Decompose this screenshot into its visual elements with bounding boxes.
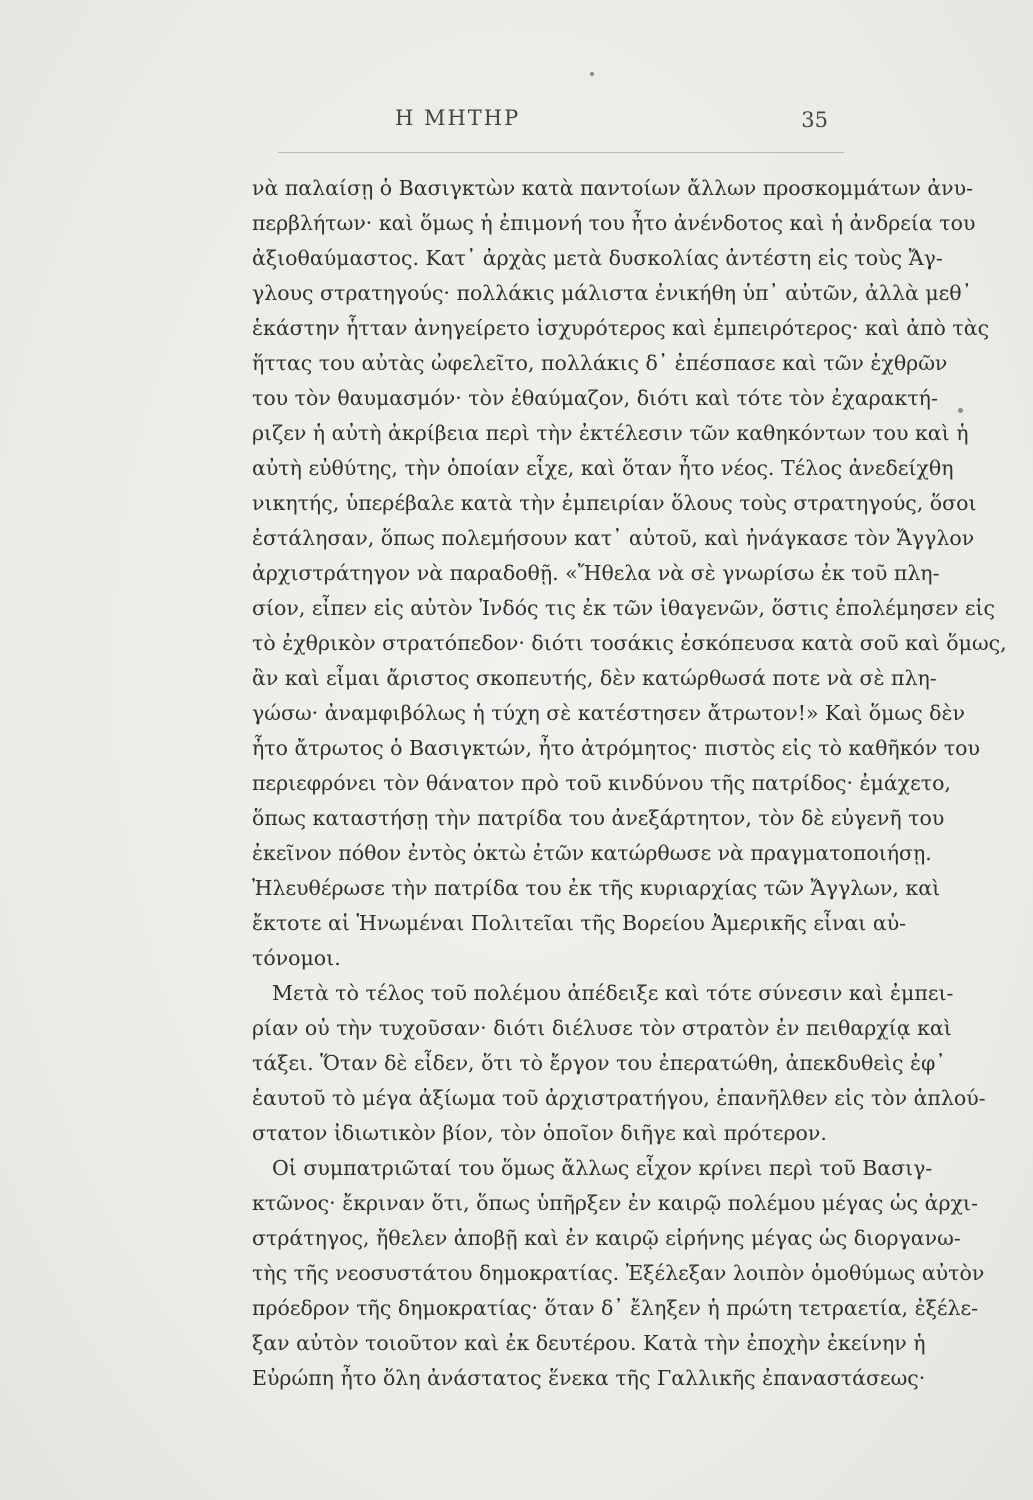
text-line: ἦτο ἄτρωτος ὁ Βασιγκτών, ἦτο ἀτρόμητος· πιστὸς εἰς τὸ καθῆκόν του <box>252 736 980 760</box>
text-line: ἀξιοθαύμαστος. Κατ᾽ ἀρχὰς μετὰ δυσκολίας ἀντέστη εἰς τοὺς Ἄγ- <box>252 246 943 270</box>
ink-speck <box>590 72 594 76</box>
text-line: πρόεδρον τῆς δημοκρατίας· ὅταν δ᾽ ἔληξεν ἡ πρώτη τετραετία, ἐξέλε- <box>252 1296 979 1320</box>
text-line: ἐστάλησαν, ὅπως πολεμήσουν κατ᾽ αὐτοῦ, καὶ ἠνάγκασε τὸν Ἄγγλον <box>252 526 975 550</box>
text-line: τὸ ἐχθρικὸν στρατόπεδον· διότι τοσάκις ἐσκόπευσα κατὰ σοῦ καὶ ὅμως, <box>252 631 1007 655</box>
text-line: νικητής, ὑπερέβαλε κατὰ τὴν ἐμπειρίαν ὅλους τοὺς στρατηγούς, ὅσοι <box>252 491 977 515</box>
text-line: ἥττας του αὐτὰς ὠφελεῖτο, πολλάκις δ᾽ ἐπέσπασε καὶ τῶν ἐχθρῶν <box>252 351 948 375</box>
body-text <box>252 171 1007 1396</box>
text-line: περβλήτων· καὶ ὅμως ἡ ἐπιμονή του ἦτο ἀνένδοτος καὶ ἡ ἀνδρεία του <box>252 211 976 235</box>
text-line: τόνομοι. <box>252 946 341 970</box>
text-line: τάξει. Ὅταν δὲ εἶδεν, ὅτι τὸ ἔργον του ἐπερατώθη, ἀπεκδυθεὶς ἐφ᾽ <box>252 1051 946 1075</box>
text-line: Μετὰ τὸ τέλος τοῦ πολέμου ἀπέδειξε καὶ τότε σύνεσιν καὶ ἐμπει- <box>272 981 954 1005</box>
text-line: ξαν αὐτὸν τοιοῦτον καὶ ἐκ δευτέρου. Κατὰ τὴν ἐποχὴν ἐκείνην ἡ <box>252 1331 926 1355</box>
text-line: κτῶνος· ἔκριναν ὅτι, ὅπως ὑπῆρξεν ἐν καιρῷ πολέμου μέγας ὡς ἀρχι- <box>252 1191 978 1215</box>
ink-speck <box>958 408 963 413</box>
text-line: ἂν καὶ εἶμαι ἄριστος σκοπευτής, δὲν κατώρθωσά ποτε νὰ σὲ πλη- <box>252 666 937 690</box>
text-line: στράτηγος, ἤθελεν ἀποβῇ καὶ ἐν καιρῷ εἰρήνης μέγας ὡς διοργανω- <box>252 1226 961 1250</box>
text-line: αὐτὴ εὐθύτης, τὴν ὁποίαν εἶχε, καὶ ὅταν ἦτο νέος. Τέλος ἀνεδείχθη <box>252 456 954 480</box>
text-line: Ἠλευθέρωσε τὴν πατρίδα του ἐκ τῆς κυριαρχίας τῶν Ἄγγλων, καὶ <box>252 876 941 900</box>
text-line: σίον, εἶπεν εἰς αὐτὸν Ἰνδός τις ἐκ τῶν ἰθαγενῶν, ὅστις ἐπολέμησεν εἰς <box>252 596 996 620</box>
page-header <box>258 104 848 140</box>
text-line: ριζεν ἡ αὐτὴ ἀκρίβεια περὶ τὴν ἐκτέλεσιν τῶν καθηκόντων του καὶ ἡ <box>252 421 969 445</box>
text-line: ἔκτοτε αἱ Ἡνωμέναι Πολιτεῖαι τῆς Βορείου Ἀμερικῆς εἶναι αὐ- <box>252 911 907 935</box>
text-line: του τὸν θαυμασμόν· τὸν ἐθαύμαζον, διότι καὶ τότε τὸν ἐχαρακτή- <box>252 386 938 410</box>
text-line: ἑκάστην ἧτταν ἀνηγείρετο ἰσχυρότερος καὶ ἐμπειρότερος· καὶ ἀπὸ τὰς <box>252 316 990 340</box>
header-rule <box>278 152 844 153</box>
text-line: Οἱ συμπατριῶταί του ὅμως ἄλλως εἶχον κρίνει περὶ τοῦ Βασιγ- <box>272 1156 933 1180</box>
text-line: Εὐρώπη ἦτο ὅλη ἀνάστατος ἕνεκα τῆς Γαλλικῆς ἐπαναστάσεως· <box>252 1366 926 1390</box>
text-line: τὴς τῆς νεοσυστάτου δημοκρατίας. Ἐξέλεξαν λοιπὸν ὁμοθύμως αὐτὸν <box>252 1261 985 1285</box>
page-number: 35 <box>801 108 828 132</box>
text-line: περιεφρόνει τὸν θάνατον πρὸ τοῦ κινδύνου τῆς πατρίδος· ἐμάχετο, <box>252 771 951 795</box>
text-line: ἀρχιστράτηγον νὰ παραδοθῇ. «Ἤθελα νὰ σὲ γνωρίσω ἐκ τοῦ πλη- <box>252 561 940 585</box>
text-line: ὅπως καταστήσῃ τὴν πατρίδα του ἀνεξάρτητον, τὸν δὲ εὐγενῆ του <box>252 806 945 830</box>
text-line: νὰ παλαίσῃ ὁ Βασιγκτὼν κατὰ παντοίων ἄλλων προσκομμάτων ἀνυ- <box>252 176 974 200</box>
text-line: ρίαν οὐ τὴν τυχοῦσαν· διότι διέλυσε τὸν στρατὸν ἐν πειθαρχίᾳ καὶ <box>252 1016 952 1040</box>
running-title: Η ΜΗΤΗΡ <box>395 106 521 130</box>
text-line: ἑαυτοῦ τὸ μέγα ἀξίωμα τοῦ ἀρχιστρατήγου, ἐπανῆλθεν εἰς τὸν ἁπλού- <box>252 1086 986 1110</box>
text-line: ἐκεῖνον πόθον ἐντὸς ὀκτὼ ἐτῶν κατώρθωσε νὰ πραγματοποιήσῃ. <box>252 841 932 865</box>
text-line: στατον ἰδιωτικὸν βίον, τὸν ὁποῖον διῆγε καὶ πρότερον. <box>252 1121 827 1145</box>
text-line: γλους στρατηγούς· πολλάκις μάλιστα ἐνικήθη ὑπ᾽ αὐτῶν, ἀλλὰ μεθ᾽ <box>252 281 972 305</box>
text-line: γώσω· ἀναμφιβόλως ἡ τύχη σὲ κατέστησεν ἄτρωτον!» Καὶ ὅμως δὲν <box>252 701 965 725</box>
